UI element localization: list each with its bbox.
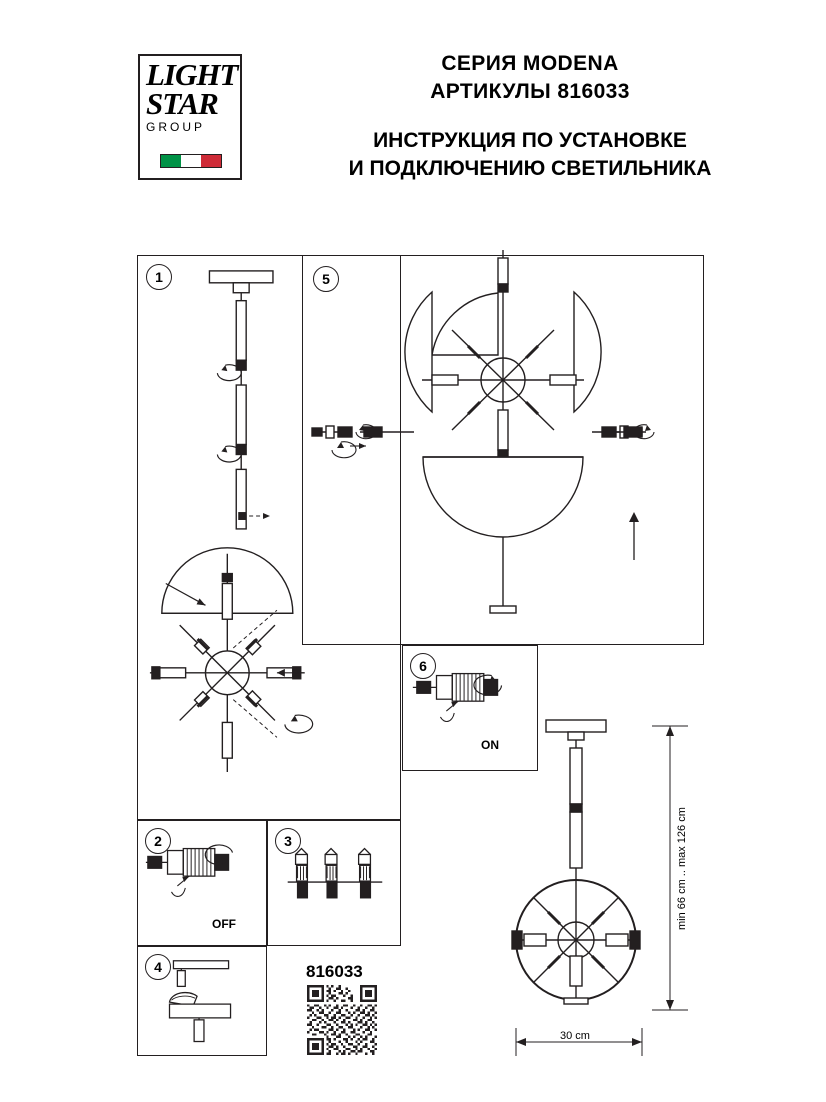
article-number: АРТИКУЛЫ 816033 bbox=[430, 80, 630, 104]
step-4-number: 4 bbox=[145, 954, 171, 980]
qr-code bbox=[305, 985, 379, 1055]
header bbox=[0, 0, 826, 230]
product-code: 816033 bbox=[306, 962, 363, 981]
italian-flag-icon bbox=[160, 154, 222, 168]
step-2-label: OFF bbox=[212, 917, 236, 931]
series-title: СЕРИЯ MODENA bbox=[441, 52, 619, 75]
step-3-panel bbox=[267, 820, 401, 946]
step-3-number: 3 bbox=[275, 828, 301, 854]
logo-line-star: STAR bbox=[146, 86, 218, 122]
step-6-label: ON bbox=[481, 738, 499, 752]
title-block bbox=[250, 50, 810, 183]
step-5-drawing bbox=[302, 250, 704, 650]
brand-logo bbox=[138, 54, 242, 180]
step-5-number: 5 bbox=[313, 266, 339, 292]
step-4-panel bbox=[137, 946, 267, 1056]
width-dimension-label: 30 cm bbox=[560, 1030, 590, 1042]
logo-line-light: LIGHT bbox=[146, 57, 238, 92]
logo-line-group: GROUP bbox=[146, 119, 206, 134]
instruction-title-line1: ИНСТРУКЦИЯ ПО УСТАНОВКЕ bbox=[373, 128, 687, 152]
step-1-number: 1 bbox=[146, 264, 172, 290]
step-6-number: 6 bbox=[410, 653, 436, 679]
instruction-title bbox=[250, 127, 810, 184]
height-dimension-label: min 66 cm .. max 126 cm bbox=[676, 807, 688, 930]
step-2-number: 2 bbox=[145, 828, 171, 854]
instruction-title-line2: И ПОДКЛЮЧЕНИЮ СВЕТИЛЬНИКА bbox=[348, 157, 712, 181]
logo-wordmark bbox=[146, 57, 238, 134]
step-2-panel bbox=[137, 820, 267, 946]
height-dimension bbox=[640, 700, 700, 1040]
